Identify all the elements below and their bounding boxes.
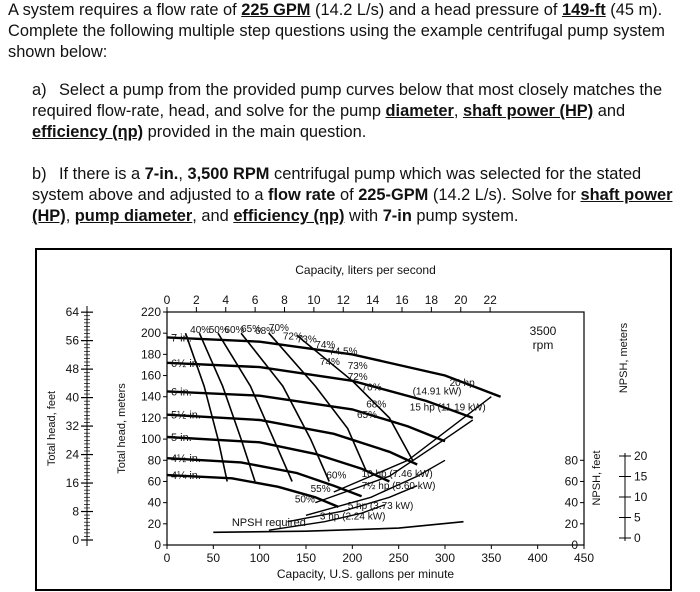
x-gpm-tick-label: 150 <box>295 551 317 565</box>
question-a-text: , <box>453 102 463 120</box>
power-label: 5 hp (3.73 kW) <box>347 500 414 512</box>
y-m-tick-label: 140 <box>140 389 161 404</box>
efficiency-label: 40% <box>190 325 211 337</box>
efficiency-label: 70% <box>361 382 382 394</box>
question-a-label: a) <box>32 81 47 99</box>
x-lps-tick-label: 0 <box>163 293 171 307</box>
npsh-m-axis-label: NPSH, meters <box>618 322 630 394</box>
y-m-tick-label: 100 <box>140 432 161 447</box>
x-gpm-tick-label: 50 <box>206 551 221 565</box>
y-ft-tick-label: 0 <box>72 533 79 547</box>
efficiency-label: 60% <box>326 470 347 482</box>
npsh-ft-tick-label: 20 <box>564 516 578 531</box>
question-b-text: , and <box>192 207 234 225</box>
x-lps-tick-label: 4 <box>222 293 230 307</box>
question-b-text: If there is a <box>59 165 145 183</box>
x-lps-tick-label: 20 <box>454 293 468 307</box>
efficiency-label: 55% <box>310 484 331 496</box>
y-ft-tick-label: 16 <box>65 476 79 491</box>
efficiency-label: 65% <box>356 409 377 421</box>
efficiency-label: 74% <box>319 356 340 368</box>
question-b-text: , <box>65 207 75 225</box>
x-gpm-tick-label: 0 <box>163 551 171 565</box>
y-axis-label-feet: Total head, feet <box>46 390 58 467</box>
y-ft-tick-label: 32 <box>65 419 79 434</box>
efficiency-label: 73% <box>296 334 317 346</box>
y-m-tick-label: 200 <box>140 326 161 341</box>
question-a <box>32 80 696 143</box>
speed-label: rpm <box>532 338 554 352</box>
question-a-text: provided in the main question. <box>143 123 367 141</box>
adjusted-flow: 225-GPM <box>358 186 429 204</box>
npsh-m-tick-label: 20 <box>634 449 648 463</box>
impeller-label: 6 in. <box>171 386 192 399</box>
impeller-label: 5½ in. <box>171 409 201 422</box>
efficiency-label: 72% <box>282 331 303 343</box>
y-m-tick-label: 120 <box>140 410 161 425</box>
x-lps-tick-label: 10 <box>307 293 321 307</box>
required-flow: 225 GPM <box>241 1 311 19</box>
question-a-text: and <box>593 102 626 120</box>
question-b-text: , <box>178 165 188 183</box>
y-m-tick-label: 20 <box>147 516 161 531</box>
impeller-label: 7 in. <box>171 332 192 345</box>
power-label: 7½ hp (5.60 kW) <box>361 480 436 492</box>
intro-text: A system requires a flow rate of <box>8 1 242 19</box>
term-efficiency: efficiency (ηp) <box>32 123 144 141</box>
term-shaft-power: shaft power (HP) <box>462 102 594 120</box>
y-m-tick-label: 0 <box>154 538 161 552</box>
x-gpm-tick-label: 350 <box>481 551 502 565</box>
question-a-text: Select a pump from the provided pump curves below that most closely matches the required flow-rate, head, and solve for the pump <box>32 81 663 120</box>
question-b-text: with <box>344 207 383 225</box>
x-gpm-tick-label: 250 <box>388 551 409 565</box>
y-axis-label-meters: Total head, meters <box>116 383 128 474</box>
power-label: 20 hp <box>449 378 475 390</box>
efficiency-label: 68% <box>255 326 276 338</box>
power-label: 15 hp (11.19 kW) <box>409 402 486 414</box>
question-b-text: centrifugal pump which was selected for the stated system above and adjusted to a <box>32 165 642 204</box>
efficiency-label: 70% <box>268 323 289 335</box>
efficiency-label: 74% <box>315 340 336 352</box>
efficiency-label: 65% <box>241 324 262 336</box>
y-ft-tick-label: 40 <box>65 390 79 405</box>
x-lps-tick-label: 14 <box>365 293 380 307</box>
top-axis-label: Capacity, liters per second <box>295 263 436 277</box>
npsh-ft-axis-label: NPSH, feet <box>591 450 603 506</box>
x-lps-tick-label: 16 <box>395 293 409 307</box>
x-lps-tick-label: 22 <box>483 293 497 307</box>
intro-text: (45 m). Complete the following multiple step questions using the example centrifugal pump system shown below: <box>8 1 665 61</box>
impeller-label: 4½ in. <box>171 453 201 466</box>
efficiency-label: 50% <box>294 494 315 506</box>
term-efficiency: efficiency (ηp) <box>233 207 345 225</box>
x-gpm-tick-label: 300 <box>434 551 456 565</box>
impeller-label: 4¼ in. <box>171 470 201 483</box>
efficiency-label: 73% <box>347 361 368 373</box>
x-lps-tick-label: 12 <box>336 293 350 307</box>
term-flow-rate: flow rate <box>268 186 336 204</box>
x-axis-label: Capacity, U.S. gallons per minute <box>276 567 455 581</box>
question-b-text: of <box>335 186 359 204</box>
y-m-tick-label: 80 <box>147 453 161 468</box>
npsh-ft-tick-label: 80 <box>564 453 578 468</box>
npsh-ft-tick-label: 40 <box>564 495 578 510</box>
term-pump-diameter: pump diameter <box>74 207 193 225</box>
npsh-m-tick-label: 10 <box>634 490 648 504</box>
x-gpm-tick-label: 200 <box>342 551 363 565</box>
y-m-tick-label: 180 <box>140 347 161 362</box>
system-size: 7-in <box>382 207 412 225</box>
term-shaft-power: shaft power (HP) <box>32 186 673 225</box>
impeller-label: 6½ in. <box>171 357 201 370</box>
npsh-m-tick-label: 15 <box>634 469 648 484</box>
x-lps-tick-label: 18 <box>424 293 439 307</box>
y-ft-tick-label: 48 <box>65 362 79 377</box>
term-diameter: diameter <box>385 102 454 120</box>
efficiency-label: 74.5% <box>329 346 358 358</box>
y-m-tick-label: 60 <box>147 474 161 489</box>
speed-label: 3500 <box>529 324 557 338</box>
npsh-m-tick-label: 0 <box>634 531 641 545</box>
intro-text: (14.2 L/s) and a head pressure of <box>310 1 562 19</box>
question-b-text: (14.2 L/s). Solve for <box>428 186 581 204</box>
y-m-tick-label: 160 <box>140 368 161 383</box>
npsh-ft-tick-label: 0 <box>571 538 578 552</box>
efficiency-label: 72% <box>347 371 368 383</box>
power-label: (14.91 kW) <box>412 386 462 398</box>
question-intro <box>8 0 694 63</box>
pump-rpm: 3,500 RPM <box>187 165 270 183</box>
y-ft-tick-label: 8 <box>72 504 79 519</box>
power-label: 10 hp (7.46 kW) <box>361 469 433 481</box>
npsh-m-tick-label: 5 <box>634 510 641 525</box>
efficiency-label: 50% <box>208 325 229 337</box>
question-b-label: b) <box>32 165 47 183</box>
npsh-label: NPSH required <box>231 516 306 529</box>
efficiency-label: 68% <box>366 399 387 411</box>
x-gpm-tick-label: 400 <box>527 551 548 565</box>
power-label: 3 hp (2.24 kW) <box>319 511 386 523</box>
pump-size: 7-in. <box>144 165 179 183</box>
y-ft-tick-label: 24 <box>65 447 79 462</box>
question-b-text: pump system. <box>411 207 519 225</box>
y-m-tick-label: 40 <box>147 495 161 510</box>
question-b <box>32 164 696 227</box>
pump-curve-chart <box>35 248 672 591</box>
efficiency-label: 60% <box>224 325 245 337</box>
required-head: 149-ft <box>561 1 606 19</box>
x-lps-tick-label: 2 <box>193 293 200 307</box>
x-gpm-tick-label: 450 <box>573 551 595 565</box>
y-ft-tick-label: 64 <box>65 305 79 320</box>
x-lps-tick-label: 8 <box>281 293 288 307</box>
y-ft-tick-label: 56 <box>65 333 79 348</box>
npsh-ft-tick-label: 60 <box>564 474 578 489</box>
impeller-label: 5 in. <box>171 431 192 444</box>
x-lps-tick-label: 6 <box>251 293 259 307</box>
y-m-tick-label: 220 <box>140 305 161 319</box>
x-gpm-tick-label: 100 <box>249 551 270 565</box>
